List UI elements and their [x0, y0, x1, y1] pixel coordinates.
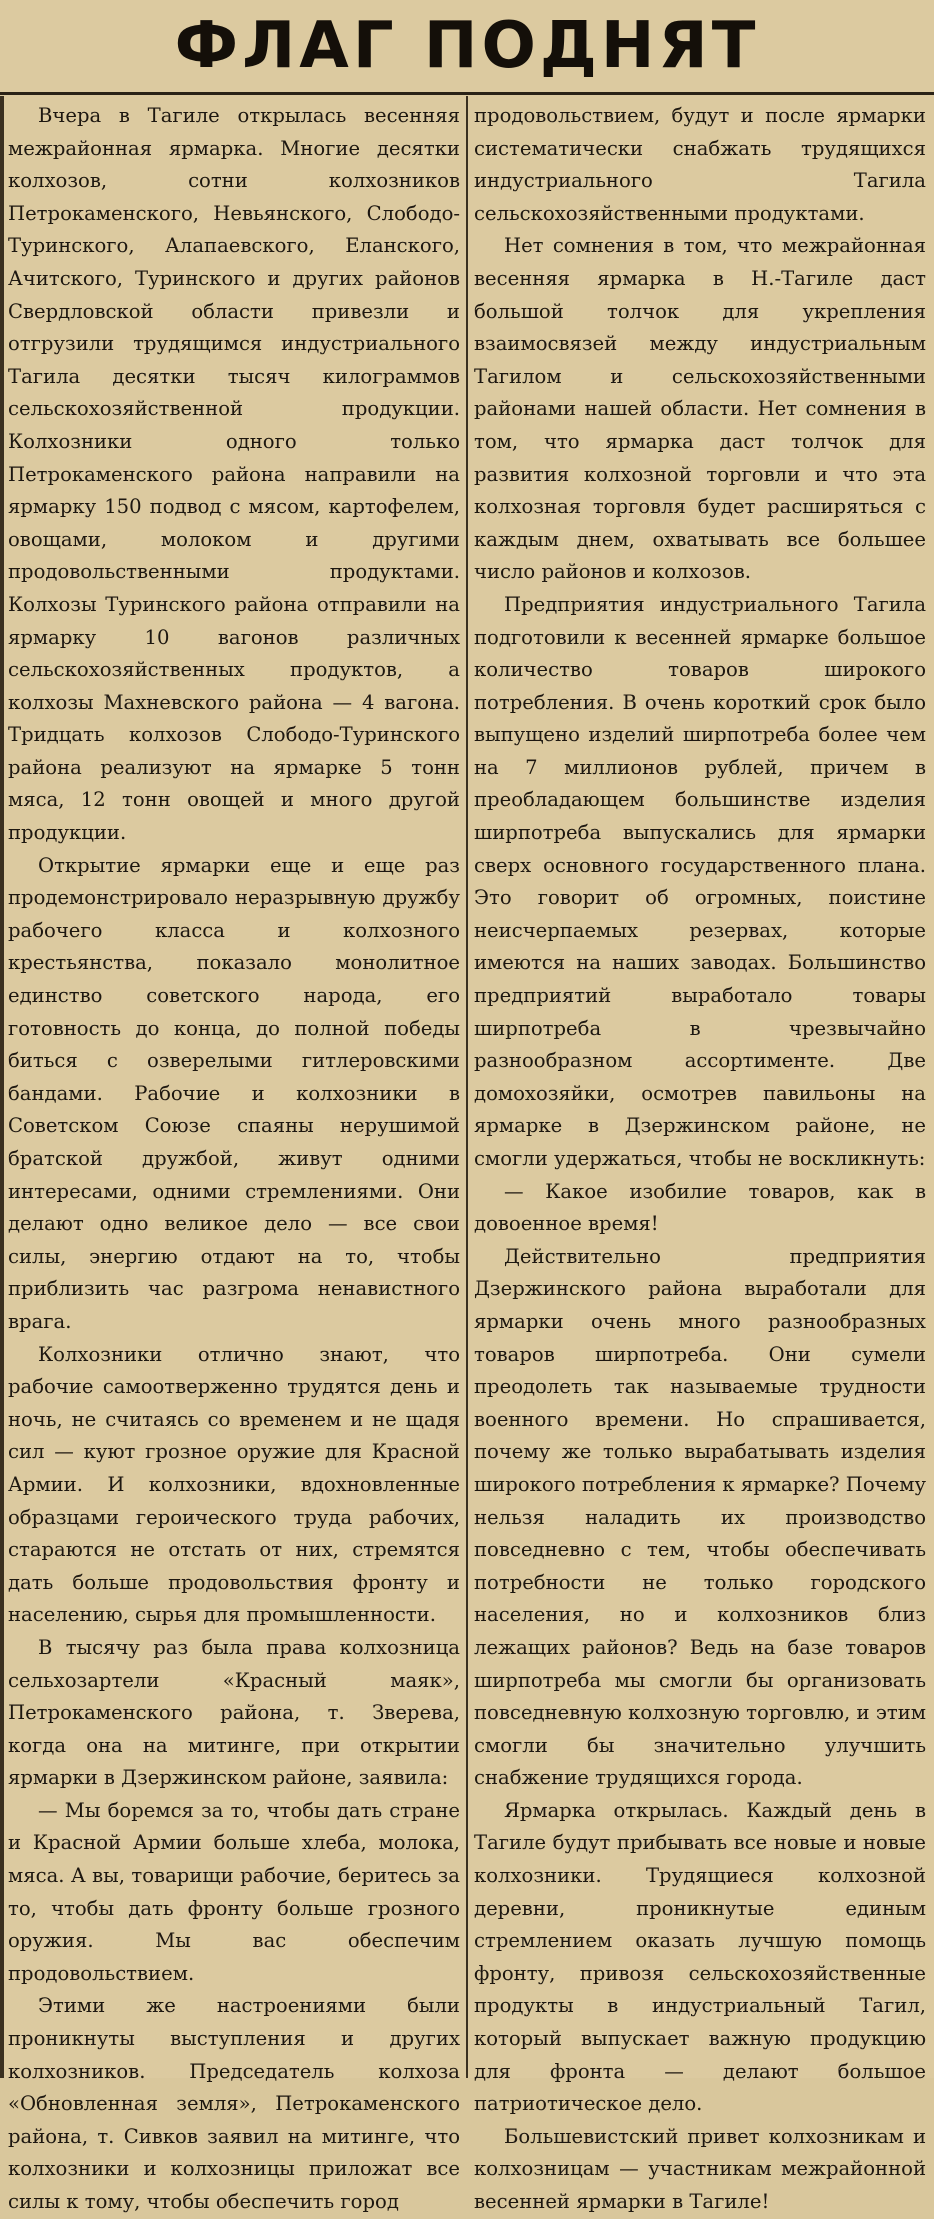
paragraph: Действительно предприятия Дзержинского района выработали для ярмарки очень много разнообразных товаров ширпотреба. Они сумели преодолеть так называемые трудности военного времени. Но спрашивается, почему же только вырабатывать изделия широкого потребления к ярмарке? Почему нельзя наладить их производство повседневно с тем, чтобы обеспечивать потребности не только городского населения, но и колхозников близ лежащих районов? Ведь на базе товаров ширпотреба мы смогли бы организовать повседневную колхозную торговлю, и этим смогли бы значительно улучшить снабжение трудящихся города. — [474, 1244, 926, 1790]
paragraph: — Какое изобилие товаров, как в довоенное время! — [474, 1179, 926, 1236]
paragraph: — Мы боремся за то, чтобы дать стране и Красной Армии больше хлеба, молока, мяса. А вы, товарищи рабочие, беритесь за то, чтобы дать фронту больше грозного оружия. Мы вас обеспечим продовольствием. — [8, 1798, 460, 1985]
title-rule — [0, 92, 934, 95]
left-column — [8, 100, 460, 2213]
paragraph: Нет сомнения в том, что межрайонная весенняя ярмарка в Н.-Тагиле даст большой толчок для укрепления взаимосвязей между индустриальным Тагилом и сельскохозяйственными районами нашей области. Нет сомнения в том, что ярмарка даст толчок для развития колхозной торговли и что эта колхозная торговля будет расширяться с каждым днем, охватывать все большее число районов и колхозов. — [474, 234, 926, 584]
paragraph: Вчера в Тагиле открылась весенняя межрайонная ярмарка. Многие десятки колхозов, сотни колхозников Петрокаменского, Невьянского, Слободо-Туринского, Алапаевского, Еланского, Ачитского, Туринского и других районов Свердловской области привезли и отгрузили трудящимся индустриального Тагила десятки тысяч килограммов сельскохозяйственной продукции. Колхозники одного только Петрокаменского района направили на ярмарку 150 подвод с мясом, картофелем, овощами, молоком и другими продовольственными продуктами. Колхозы Туринского района отправили на ярмарку 10 вагонов различных сельскохозяйственных продуктов, а колхозы Махневского района — 4 вагона. Тридцать колхозов Слободо-Туринского района реализуют на ярмарке 5 тонн мяса, 12 тонн овощей и много другой продукции. — [8, 104, 460, 845]
right-column — [474, 100, 926, 2213]
paragraph: Ярмарка открылась. Каждый день в Тагиле будут прибывать все новые и новые колхозники. Трудящиеся колхозной деревни, проникнутые единым стремлением оказать лучшую помощь фронту, привозя сельскохозяйственные продукты в индустриальный Тагил, который выпускает важную продукцию для фронта — делают большое патриотическое дело. — [474, 1798, 926, 2116]
paragraph: В тысячу раз была права колхозница сельхозартели «Красный маяк», Петрокаменского района, т. Зверева, когда она на митинге, при открытии ярмарки в Дзержинском районе, заявила: — [8, 1635, 460, 1790]
article-title: ФЛАГ ПОДНЯТ — [174, 9, 760, 83]
paragraph: Предприятия индустриального Тагила подготовили к весенней ярмарке большое количество товаров широкого потребления. В очень короткий срок было выпущено изделий ширпотреба более чем на 7 миллионов рублей, причем в преобладающем большинстве изделия ширпотреба выпускались для ярмарки сверх основного государственного плана. Это говорит об огромных, поистине неисчерпаемых резервах, которые имеются на наших заводах. Большинство предприятий выработало товары ширпотреба в чрезвычайно разнообразном ассортименте. Две домохозяйки, осмотрев павильоны на ярмарке в Дзержинском районе, не смогли удержаться, чтобы не воскликнуть: — [474, 592, 926, 1170]
left-edge-rule — [0, 96, 4, 2078]
paragraph: Этими же настроениями были проникнуты выступления и других колхозников. Председатель колхоза «Обновленная земля», Петрокаменского района, т. Сивков заявил на митинге, что колхозники и колхозницы приложат все силы к тому, чтобы обеспечить город — [8, 1994, 460, 2213]
column-divider — [466, 96, 468, 2078]
paragraph: Колхозники отлично знают, что рабочие самоотверженно трудятся день и ночь, не считаясь со временем и не щадя сил — куют грозное оружие для Красной Армии. И колхозники, вдохновленные образцами героического труда рабочих, стараются не отстать от них, стремятся дать больше продовольствия фронту и населению, сырья для промышленности. — [8, 1342, 460, 1627]
paragraph: Открытие ярмарки еще и еще раз продемонстрировало неразрывную дружбу рабочего класса и колхозного крестьянства, показало монолитное единство советского народа, его готовность до конца, до полной победы биться с озверелыми гитлеровскими бандами. Рабочие и колхозники в Советском Союзе спаяны нерушимой братской дружбой, живут одними интересами, одними стремлениями. Они делают одно великое дело — все свои силы, энергию отдают на то, чтобы приблизить час разгрома ненавистного врага. — [8, 853, 460, 1333]
paragraph: Большевистский привет колхозникам и колхозницам — участникам межрайонной весенней ярмарки в Тагиле! — [474, 2124, 926, 2213]
paragraph: продовольствием, будут и после ярмарки систематически снабжать трудящихся индустриального Тагила сельскохозяйственными продуктами. — [474, 104, 926, 225]
